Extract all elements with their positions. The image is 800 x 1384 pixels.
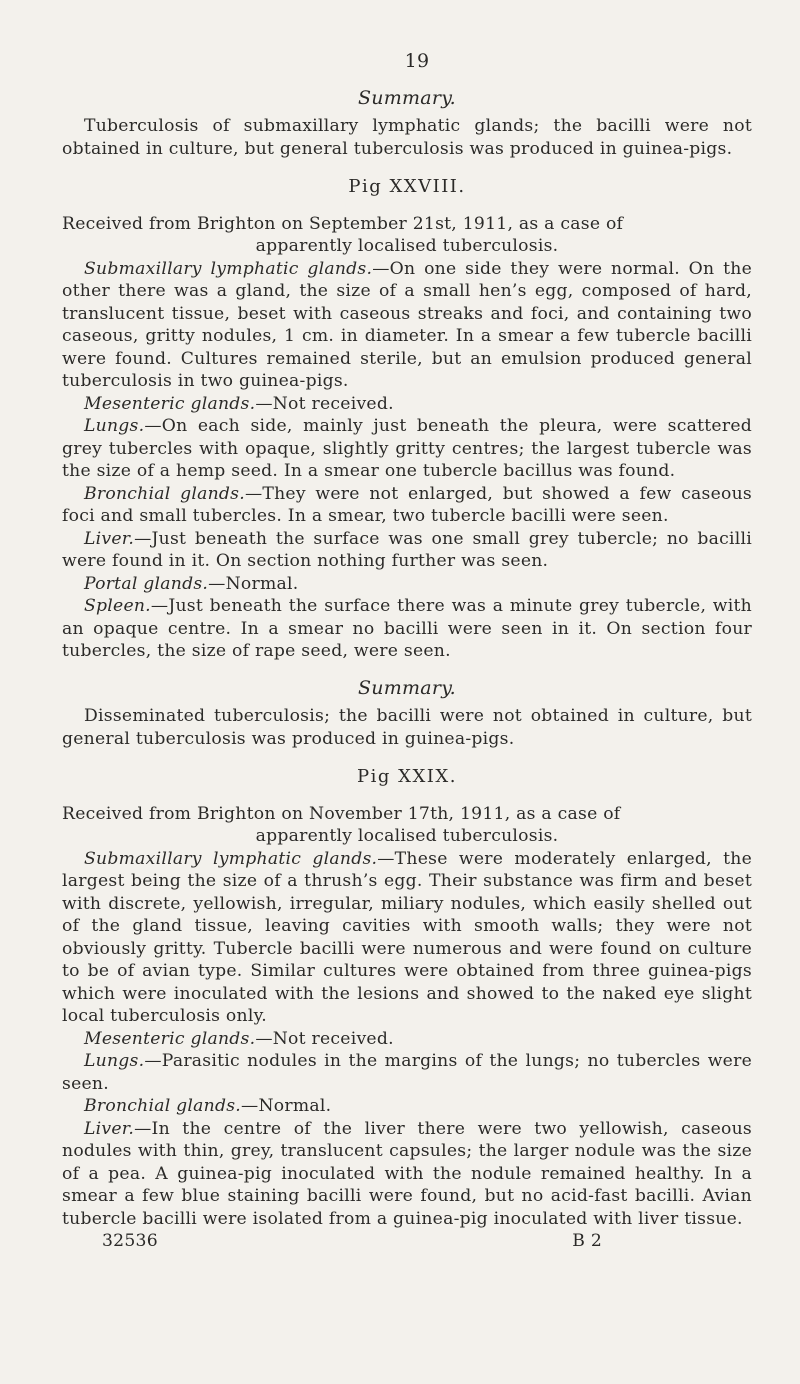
portal-label: Portal glands. bbox=[84, 573, 209, 594]
mesenteric-label: Mesenteric glands. bbox=[84, 1028, 256, 1049]
bronchial-text: —They were not enlarged, but showed a few caseous foci and small tubercles. In a smear, two tubercle bacilli were seen. bbox=[62, 483, 752, 526]
lungs-label: Lungs. bbox=[84, 416, 145, 436]
received-line-2: apparently localised tuberculosis. bbox=[255, 826, 559, 846]
lungs-label: Lungs. bbox=[84, 1051, 145, 1071]
pig-29-mesenteric bbox=[62, 1028, 752, 1051]
liver-label: Liver. bbox=[84, 1118, 135, 1139]
pig-28-lungs bbox=[62, 415, 752, 483]
received-line-1: Received from Brighton on September 21st, 1911, as a case of bbox=[62, 213, 624, 234]
mesenteric-text: —Not received. bbox=[255, 393, 394, 414]
pig-29-liver bbox=[62, 1118, 752, 1231]
liver-text: —In the centre of the liver there were two yellowish, caseous nodules with thin, grey, translucent capsules; the larger nodule was the size of a pea. A guinea-pig inoculated with the nodule remained healthy. In a smear a few blue staining bacilli were found, but no acid-fast bacilli. Avian tubercle bacilli were isolated from a guinea-pig inoculated with liver tissue. bbox=[62, 1118, 752, 1229]
received-line-1: Received from Brighton on November 17th, 1911, as a case of bbox=[62, 803, 621, 824]
liver-text: —Just beneath the surface was one small grey tubercle; no bacilli were found in it. On section nothing further was seen. bbox=[62, 528, 752, 571]
pig-28-mesenteric bbox=[62, 393, 752, 416]
summary-heading: Summary. bbox=[358, 86, 456, 109]
received-line-2: apparently localised tuberculosis. bbox=[255, 236, 559, 256]
page-footer bbox=[62, 1230, 752, 1253]
mesenteric-text: —Not received. bbox=[255, 1028, 394, 1049]
pig-28-liver bbox=[62, 528, 752, 573]
document-page bbox=[62, 50, 752, 1253]
pig-28-summary-heading: Summary. bbox=[358, 676, 456, 699]
pig-28-portal bbox=[62, 573, 752, 596]
pig-29-bronchial bbox=[62, 1095, 752, 1118]
pig-28-received bbox=[62, 213, 752, 258]
submaxillary-label: Submaxillary lymphatic glands. bbox=[84, 258, 373, 279]
footer-signature-mark: B 2 bbox=[572, 1231, 602, 1251]
pig-28-spleen bbox=[62, 595, 752, 663]
spleen-text: —Just beneath the surface there was a minute grey tubercle, with an opaque centre. In a smear no bacilli were seen in it. On section four tubercles, the size of rape seed, were seen. bbox=[62, 596, 752, 661]
lungs-text: —On each side, mainly just beneath the pleura, were scattered grey tubercles with opaque, slightly gritty centres; the largest tubercle was the size of a hemp seed. In a smear one tubercle bacillus was found. bbox=[62, 416, 752, 481]
bronchial-text: —Normal. bbox=[241, 1096, 332, 1116]
bronchial-label: Bronchial glands. bbox=[84, 1096, 242, 1116]
pig-28-submaxillary bbox=[62, 258, 752, 393]
pig-29-title: Pig XXIX. bbox=[357, 766, 457, 787]
pig-29-received bbox=[62, 803, 752, 848]
pig-29-lungs bbox=[62, 1050, 752, 1095]
submaxillary-text: —These were moderately enlarged, the largest being the size of a thrush’s egg. Their substance was firm and beset with discrete, yellowish, irregular, miliary nodules, which easily shelled out of the gland tissue, leaving cavities with smooth walls; they were not obviously gritty. Tubercle bacilli were numerous and were found on culture to be of avian type. Similar cultures were obtained from three guinea-pigs which were inoculated with the lesions and showed to the naked eye slight local tuberculosis only. bbox=[62, 848, 752, 1026]
pig-28-bronchial bbox=[62, 483, 752, 528]
page-number: 19 bbox=[404, 50, 430, 72]
mesenteric-label: Mesenteric glands. bbox=[84, 393, 256, 414]
liver-label: Liver. bbox=[84, 528, 135, 549]
bronchial-label: Bronchial glands. bbox=[84, 483, 245, 504]
lungs-text: —Parasitic nodules in the margins of the lungs; no tubercles were seen. bbox=[62, 1051, 752, 1094]
footer-print-code: 32536 bbox=[102, 1231, 158, 1251]
spleen-label: Spleen. bbox=[84, 596, 151, 616]
portal-text: —Normal. bbox=[208, 573, 299, 594]
summary-paragraph: Tuberculosis of submaxillary lymphatic glands; the bacilli were not obtained in culture, but general tuberculosis was produced in guinea-pigs. bbox=[62, 116, 752, 159]
pig-28-summary: Disseminated tuberculosis; the bacilli were not obtained in culture, but general tuberculosis was produced in guinea-pigs. bbox=[62, 706, 752, 749]
submaxillary-label: Submaxillary lymphatic glands. bbox=[84, 848, 378, 869]
submaxillary-text: —On one side they were normal. On the other there was a gland, the size of a small hen’s egg, composed of hard, translucent tissue, beset with caseous streaks and foci, and containing two caseous, gritty nodules, 1 cm. in diameter. In a smear a few tubercle bacilli were found. Cultures remained sterile, but an emulsion produced general tuberculosis in two guinea-pigs. bbox=[62, 258, 752, 391]
pig-28-title: Pig XXVIII. bbox=[348, 176, 466, 197]
pig-29-submaxillary bbox=[62, 848, 752, 1028]
